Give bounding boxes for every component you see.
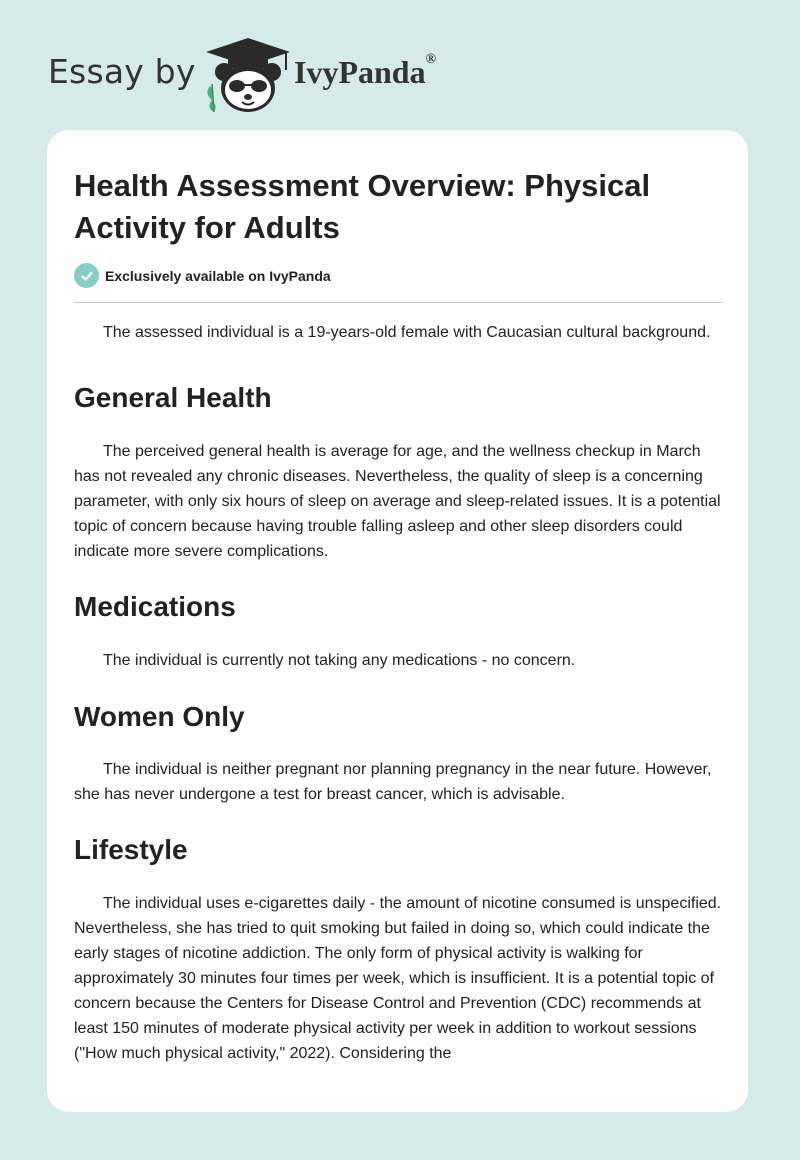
ivypanda-brand-name[interactable]: IvyPanda®	[294, 52, 437, 90]
section-heading-women-only: Women Only	[74, 701, 245, 732]
section-text-medications: The individual is currently not taking any medications - no concern.	[103, 652, 576, 669]
page-title: Health Assessment Overview: Physical Activity for Adults	[74, 168, 651, 245]
section-heading-medications: Medications	[74, 591, 236, 622]
check-icon	[74, 263, 99, 288]
intro-paragraph: The assessed individual is a 19-years-old female with Caucasian cultural background.	[103, 324, 711, 341]
exclusive-label: Exclusively available on IvyPanda	[105, 267, 331, 284]
ivypanda-panda-logo-icon[interactable]	[202, 36, 294, 114]
section-text-general-health: The perceived general health is average for age, and the wellness checkup in March has not revealed any chronic diseases. Nevertheless, the quality of sleep is a concerning parameter, with only six hours of sleep on average and sleep-related issues. It is a potential topic of concern because having trouble falling asleep and other sleep disorders could indicate more severe complications.	[74, 443, 721, 560]
section-heading-general-health: General Health	[74, 382, 272, 413]
section-text-women-only: The individual is neither pregnant nor planning pregnancy in the near future. However, she has never undergone a test for breast cancer, which is advisable.	[74, 761, 712, 803]
site-header	[48, 30, 548, 110]
section-heading-lifestyle: Lifestyle	[74, 834, 188, 865]
section-text-lifestyle: The individual uses e-cigarettes daily - the amount of nicotine consumed is unspecified. Nevertheless, she has tried to quit smoking but failed in doing so, which could indicate the early stages of nicotine addiction. The only form of physical activity is walking for approximately 30 minutes four times per week, which is insufficient. It is a potential topic of concern because the Centers for Disease Control and Prevention (CDC) recommends at least 150 minutes of moderate physical activity per week in addition to workout sessions ("How much physical activity," 2022). Considering the	[74, 895, 722, 1062]
essay-body	[74, 320, 723, 1066]
essay-card	[47, 130, 748, 1112]
title-divider	[74, 302, 723, 303]
exclusive-badge	[74, 263, 331, 288]
essay-by-label: Essay by	[48, 52, 196, 91]
